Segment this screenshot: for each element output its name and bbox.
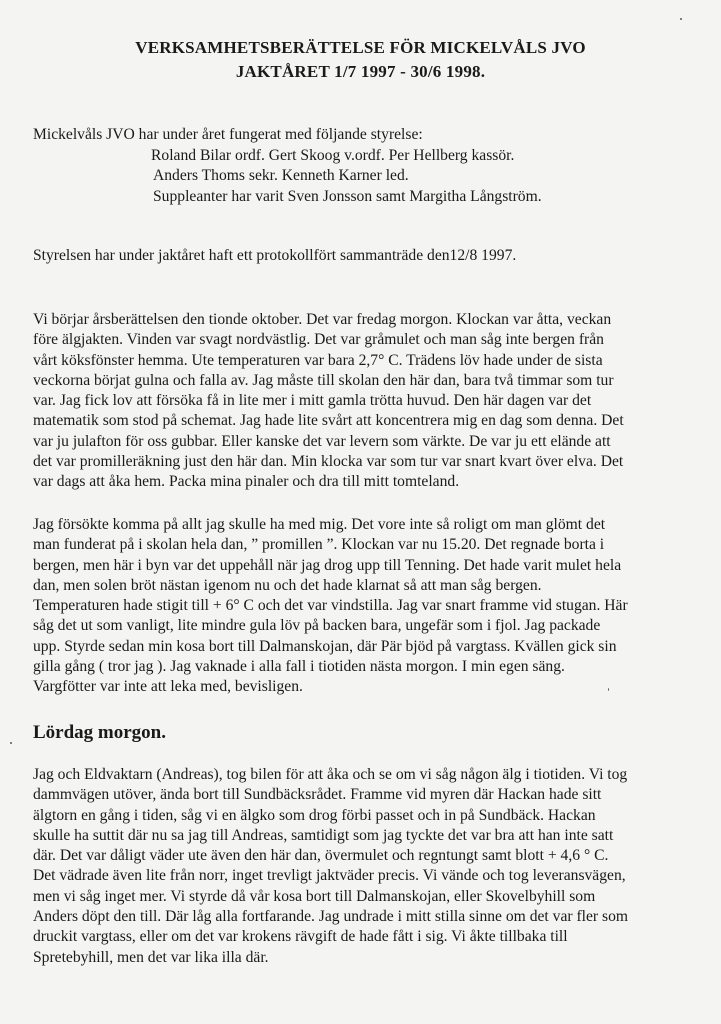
paragraph-2-line: Jag försökte komma på allt jag skulle ha med mig. Det vore inte så roligt om man glömt det (33, 516, 606, 533)
paragraph-2-line: såg det ut som vanligt, lite mindre gula löv på backen bara, ungefär som i fjol. Jag packade (33, 617, 601, 635)
paragraph-1-line: var dags att åka hem. Packa mina pinaler och dra till mitt tomteland. (33, 473, 460, 491)
meeting-statement: Styrelsen har under jaktåret haft ett protokollfört sammanträde den12/8 1997. (33, 247, 517, 264)
paragraph-3 (33, 765, 683, 968)
paragraph-2-line: Vargfötter var inte att leka med, bevisligen. (33, 678, 303, 696)
document-title-line-2: JAKTÅRET 1/7 1997 - 30/6 1998. (235, 62, 486, 81)
paragraph-1-line: före älgjakten. Vinden var svagt nordvästlig. Det var gråmulet och man såg inte bergen från (33, 331, 604, 349)
document-title-line-1: VERKSAMHETSBERÄTTELSE FÖR MICKELVÅLS JVO (135, 38, 586, 57)
paragraph-3-line: älgtorn en gång i tiden, såg vi en älgko som drog förbi passet och in på Sundbäck. Hackan (33, 806, 596, 824)
paragraph-1-line: var. Jag fick lov att försöka få in lite mer i mitt gamla trötta huvud. Den här dagen var det (33, 392, 592, 410)
scan-speck (608, 688, 609, 691)
paragraph-3-line: där. Det var dåligt väder ute även den här dan, övermulet och regntungt samt blott + 4,6 ° C. (33, 847, 609, 865)
paragraph-1 (33, 310, 683, 493)
section-heading: Lördag morgon. (33, 722, 166, 743)
board-intro: Mickelvåls JVO har under året fungerat med följande styrelse: (33, 126, 423, 143)
paragraph-2-line: upp. Styrde sedan min kosa bort till Dalmanskojan, där Pär bjöd på vargtass. Kvällen gick sin (33, 637, 617, 655)
scan-speck (10, 742, 12, 744)
paragraph-3-line: Anders döpt den till. Där låg alla fortfarande. Jag undrade i mitt stilla sinne om det var fler som (33, 908, 628, 926)
paragraph-1-line: matematik som stod på schemat. Jag hade lite svårt att koncentrera mig en dag som denna. Det (33, 412, 624, 430)
paragraph-3-line: men vi såg inget mer. Vi styrde då vår kosa bort till Dalmanskojan, eller Skovelbyhill som (33, 887, 596, 905)
paragraph-2 (33, 515, 683, 698)
paragraph-1-line: Vi börjar årsberättelsen den tionde oktober. Det var fredag morgon. Klockan var åtta, veckan (33, 311, 612, 328)
paragraph-3-line: Jag och Eldvaktarn (Andreas), tog bilen för att åka och se om vi såg någon älg i tiotiden. Vi tog (33, 766, 628, 783)
paragraph-1-line: det var promilleräkning just den här dan. Min klocka var som tur var snart kvart över elva. Det (33, 453, 624, 471)
paragraph-1-line: var ju julafton för oss gubbar. Eller kanske det var levern som värkte. De var ju ett elände att (33, 432, 611, 450)
scan-speck (680, 18, 682, 20)
paragraph-3-line: druckit vargtass, eller om det var krokens rävgift de hade fått i sig. Vi åkte tillbaka till (33, 928, 568, 946)
paragraph-3-line: Spretebyhill, men det var lika illa där. (33, 948, 269, 966)
paragraph-2-line: gilla gång ( tror jag ). Jag vaknade i alla fall i tiotiden nästa morgon. I min egen säng. (33, 658, 565, 676)
paragraph-3-line: skulle ha suttit där nu sa jag till Andreas, samtidigt som jag tyckte det var bra att han inte satt (33, 826, 614, 844)
paragraph-2-line: Temperaturen hade stigit till + 6° C och det var vindstilla. Jag var snart framme vid stugan. Här (33, 597, 628, 615)
paragraph-2-line: man funderat på i skolan hela dan, ” promillen ”. Klockan var nu 15.20. Det regnade borta i (33, 536, 605, 554)
paragraph-1-line: veckorna börjat gulna och falla av. Jag måste till skolan den här dan, bara två timmar som tur (33, 371, 614, 389)
paragraph-1-line: vårt köksfönster hemma. Ute temperaturen var bara 2,7° C. Trädens löv hade under de sista (33, 351, 603, 369)
board-line-1: Roland Bilar ordf. Gert Skoog v.ordf. Per Hellberg kassör. (151, 147, 515, 164)
paragraph-2-line: dan, men solen bröt nästan igenom nu och det hade klarnat så att man såg bergen. (33, 576, 542, 594)
paragraph-3-line: Det vädrade även lite från norr, inget trevligt jaktväder precis. Vi vände och tog leveransvägen, (33, 867, 626, 885)
board-line-2: Anders Thoms sekr. Kenneth Karner led. (153, 167, 409, 184)
paragraph-2-line: bergen, men här i byn var det uppehåll när jag drog upp till Tenning. Det hade varit mulet hela (33, 556, 622, 574)
board-line-3: Suppleanter har varit Sven Jonsson samt Margitha Långström. (153, 188, 542, 205)
paragraph-3-line: dammvägen utöver, ända bort till Sundbäcksrådet. Framme vid myren där Hackan hade sitt (33, 786, 602, 804)
